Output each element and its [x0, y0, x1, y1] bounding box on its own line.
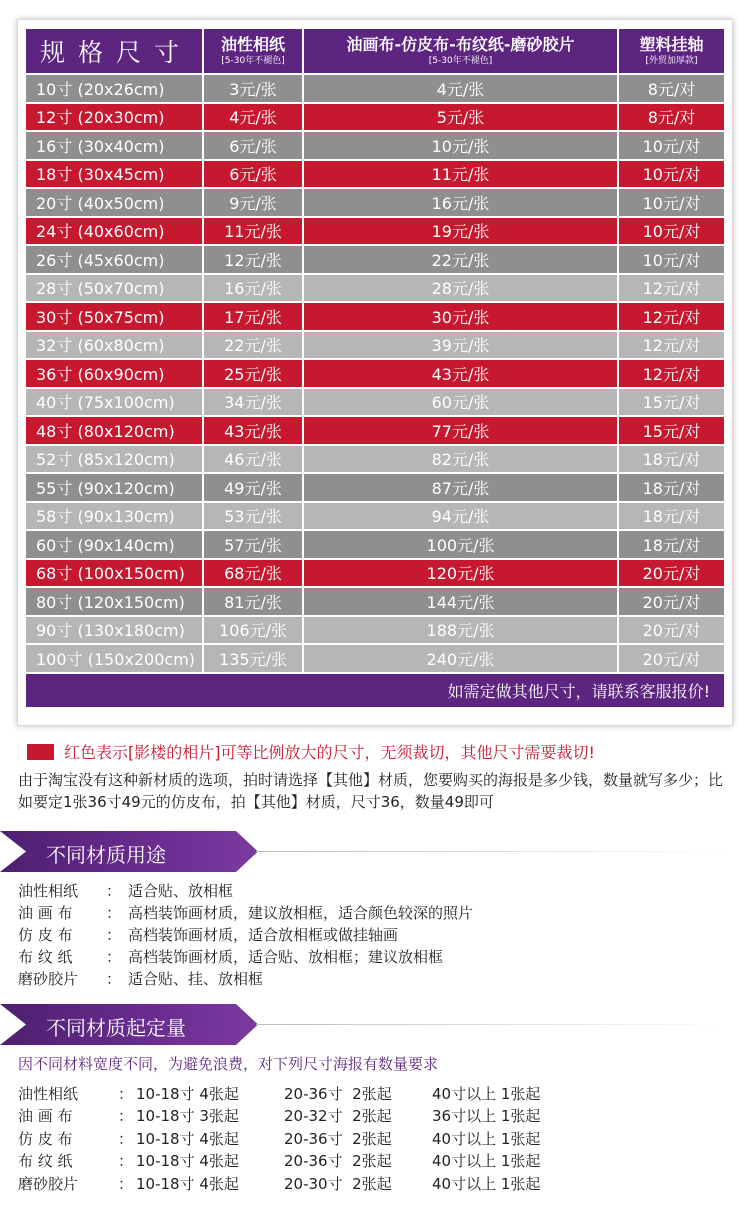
table-row [26, 474, 724, 503]
cell-size: 48寸 (80x120cm) [26, 417, 204, 446]
min-range-large: 40寸以上 1张起 [432, 1084, 541, 1103]
table-footer: 如需定做其他尺寸，请联系客服报价! [26, 674, 724, 707]
cell-size: 32寸 (60x80cm) [26, 332, 204, 361]
list-item [18, 1082, 540, 1105]
min-range-large: 40寸以上 1张起 [432, 1129, 541, 1148]
cell-scroll-price: 10元/对 [619, 189, 724, 218]
cell-canvas-price: 100元/张 [304, 531, 619, 560]
material-name: 油性相纸 [18, 1084, 79, 1103]
separator: ： [118, 1152, 134, 1171]
cell-size: 12寸 (20x30cm) [26, 104, 204, 133]
cell-canvas-price: 39元/张 [304, 332, 619, 361]
material-name: 油 画 布 [18, 904, 73, 922]
cell-size: 58寸 (90x130cm) [26, 503, 204, 532]
material-name: 布 纹 纸 [18, 1152, 73, 1171]
table-row [26, 503, 724, 532]
cell-size: 18寸 (30x45cm) [26, 161, 204, 190]
cell-oil-paper-price: 53元/张 [204, 503, 304, 532]
table-row [26, 189, 724, 218]
cell-scroll-price: 18元/对 [619, 503, 724, 532]
cell-size: 55寸 (90x120cm) [26, 474, 204, 503]
table-row [26, 417, 724, 446]
table-row [26, 104, 724, 133]
cell-oil-paper-price: 25元/张 [204, 360, 304, 389]
cell-oil-paper-price: 11元/张 [204, 218, 304, 247]
cell-scroll-price: 20元/对 [619, 588, 724, 617]
cell-canvas-price: 94元/张 [304, 503, 619, 532]
cell-scroll-price: 20元/对 [619, 617, 724, 646]
cell-oil-paper-price: 106元/张 [204, 617, 304, 646]
min-quantity-list [18, 1082, 540, 1195]
purchase-note: 由于淘宝没有这种新材质的选项，拍时请选择【其他】材质，您要购买的海报是多少钱，数量就写多少；比如要定1张36寸49元的仿皮布，拍【其他】材质，尺寸36，数量49即可 [18, 771, 724, 811]
list-item [18, 902, 473, 924]
cell-size: 36寸 (60x90cm) [26, 360, 204, 389]
table-row [26, 360, 724, 389]
min-range-small: 10-18寸 4张起 [136, 1084, 239, 1103]
separator: ： [118, 1084, 134, 1103]
separator: ： [106, 904, 122, 922]
material-desc: 适合贴、放相框 [128, 882, 234, 900]
min-range-small: 10-18寸 4张起 [136, 1152, 239, 1171]
list-item [18, 1105, 540, 1128]
cell-size: 90寸 (130x180cm) [26, 617, 204, 646]
cell-oil-paper-price: 22元/张 [204, 332, 304, 361]
cell-oil-paper-price: 49元/张 [204, 474, 304, 503]
cell-canvas-price: 4元/张 [304, 75, 619, 104]
min-range-small: 10-18寸 3张起 [136, 1107, 239, 1126]
cell-canvas-price: 82元/张 [304, 446, 619, 475]
cell-scroll-price: 8元/对 [619, 75, 724, 104]
material-desc: 高档装饰画材质，适合放相框或做挂轴画 [128, 926, 399, 944]
material-name: 磨砂胶片 [18, 970, 79, 988]
cell-canvas-price: 19元/张 [304, 218, 619, 247]
cell-size: 60寸 (90x140cm) [26, 531, 204, 560]
cell-scroll-price: 18元/对 [619, 474, 724, 503]
legend-text: 红色表示[影楼的相片]可等比例放大的尺寸，无须裁切，其他尺寸需要裁切! [64, 743, 595, 762]
list-item [18, 924, 473, 946]
cell-size: 30寸 (50x75cm) [26, 303, 204, 332]
table-row [26, 588, 724, 617]
cell-size: 68寸 (100x150cm) [26, 560, 204, 589]
material-name: 布 纹 纸 [18, 948, 73, 966]
separator: ： [118, 1174, 134, 1193]
cell-oil-paper-price: 17元/张 [204, 303, 304, 332]
cell-size: 100寸 (150x200cm) [26, 645, 204, 674]
separator: ： [118, 1107, 134, 1126]
cell-oil-paper-price: 81元/张 [204, 588, 304, 617]
section-title-uses: 不同材质用途 [46, 843, 166, 867]
min-range-small: 10-18寸 4张起 [136, 1174, 239, 1193]
material-desc: 适合贴、挂、放相框 [128, 970, 264, 988]
header-oil-paper: 油性相纸 [5-30年不褪色] [204, 29, 304, 75]
table-row [26, 389, 724, 418]
separator: ： [106, 882, 122, 900]
table-row [26, 332, 724, 361]
cell-oil-paper-price: 9元/张 [204, 189, 304, 218]
cell-scroll-price: 10元/对 [619, 132, 724, 161]
section-title-min: 不同材质起定量 [46, 1016, 186, 1040]
table-row [26, 560, 724, 589]
min-range-mid: 20-36寸 2张起 [284, 1129, 392, 1148]
list-item [18, 1172, 540, 1195]
separator: ： [106, 948, 122, 966]
cell-scroll-price: 10元/对 [619, 246, 724, 275]
min-range-mid: 20-32寸 2张起 [284, 1107, 392, 1126]
list-item [18, 968, 473, 990]
cell-canvas-price: 22元/张 [304, 246, 619, 275]
cell-oil-paper-price: 12元/张 [204, 246, 304, 275]
table-row [26, 446, 724, 475]
section-banner-min [0, 1004, 258, 1045]
material-name: 油性相纸 [18, 882, 79, 900]
cell-canvas-price: 87元/张 [304, 474, 619, 503]
cell-scroll-price: 20元/对 [619, 560, 724, 589]
min-range-large: 40寸以上 1张起 [432, 1152, 541, 1171]
cell-oil-paper-price: 46元/张 [204, 446, 304, 475]
list-item [18, 1127, 540, 1150]
cell-oil-paper-price: 3元/张 [204, 75, 304, 104]
cell-canvas-price: 144元/张 [304, 588, 619, 617]
cell-canvas-price: 120元/张 [304, 560, 619, 589]
cell-scroll-price: 12元/对 [619, 360, 724, 389]
cell-oil-paper-price: 135元/张 [204, 645, 304, 674]
list-item [18, 946, 473, 968]
cell-canvas-price: 77元/张 [304, 417, 619, 446]
table-row [26, 531, 724, 560]
cell-scroll-price: 15元/对 [619, 417, 724, 446]
separator: ： [106, 926, 122, 944]
cell-size: 40寸 (75x100cm) [26, 389, 204, 418]
cell-canvas-price: 60元/张 [304, 389, 619, 418]
cell-canvas-price: 240元/张 [304, 645, 619, 674]
material-name: 仿 皮 布 [18, 926, 73, 944]
material-name: 油 画 布 [18, 1107, 73, 1126]
cell-scroll-price: 18元/对 [619, 531, 724, 560]
table-row [26, 218, 724, 247]
cell-scroll-price: 8元/对 [619, 104, 724, 133]
cell-canvas-price: 30元/张 [304, 303, 619, 332]
cell-canvas-price: 188元/张 [304, 617, 619, 646]
red-swatch [27, 744, 54, 760]
min-range-large: 36寸以上 1张起 [432, 1107, 541, 1126]
price-table [26, 29, 724, 707]
cell-size: 80寸 (120x150cm) [26, 588, 204, 617]
cell-oil-paper-price: 68元/张 [204, 560, 304, 589]
cell-scroll-price: 18元/对 [619, 446, 724, 475]
cell-oil-paper-price: 6元/张 [204, 161, 304, 190]
table-row [26, 161, 724, 190]
cell-scroll-price: 12元/对 [619, 332, 724, 361]
cell-oil-paper-price: 16元/张 [204, 275, 304, 304]
list-item [18, 1150, 540, 1173]
min-range-mid: 20-30寸 2张起 [284, 1174, 392, 1193]
cell-canvas-price: 5元/张 [304, 104, 619, 133]
price-table-card [17, 19, 733, 726]
min-range-mid: 20-36寸 2张起 [284, 1152, 392, 1171]
cell-size: 10寸 (20x26cm) [26, 75, 204, 104]
cell-scroll-price: 12元/对 [619, 303, 724, 332]
material-name: 磨砂胶片 [18, 1174, 79, 1193]
section-banner-uses [0, 831, 258, 872]
cell-canvas-price: 16元/张 [304, 189, 619, 218]
table-header-row [26, 29, 724, 75]
min-range-mid: 20-36寸 2张起 [284, 1084, 392, 1103]
material-uses-list [18, 880, 473, 990]
table-row [26, 275, 724, 304]
cell-oil-paper-price: 43元/张 [204, 417, 304, 446]
material-desc: 高档装饰画材质，建议放相框，适合颜色较深的照片 [128, 904, 474, 922]
header-canvas: 油画布-仿皮布-布纹纸-磨砂胶片 [5-30年不褪色] [304, 29, 619, 75]
material-desc: 高档装饰画材质，适合贴、放相框；建议放相框 [128, 948, 444, 966]
table-row [26, 132, 724, 161]
cell-size: 28寸 (50x70cm) [26, 275, 204, 304]
cell-canvas-price: 43元/张 [304, 360, 619, 389]
material-name: 仿 皮 布 [18, 1129, 73, 1148]
table-row [26, 246, 724, 275]
table-row [26, 303, 724, 332]
cell-oil-paper-price: 6元/张 [204, 132, 304, 161]
cell-canvas-price: 11元/张 [304, 161, 619, 190]
separator: ： [118, 1129, 134, 1148]
cell-scroll-price: 12元/对 [619, 275, 724, 304]
cell-oil-paper-price: 4元/张 [204, 104, 304, 133]
red-legend [27, 740, 595, 763]
cell-size: 16寸 (30x40cm) [26, 132, 204, 161]
table-row [26, 75, 724, 104]
list-item [18, 880, 473, 902]
cell-size: 24寸 (40x60cm) [26, 218, 204, 247]
cell-canvas-price: 10元/张 [304, 132, 619, 161]
cell-scroll-price: 20元/对 [619, 645, 724, 674]
cell-scroll-price: 10元/对 [619, 161, 724, 190]
min-range-small: 10-18寸 4张起 [136, 1129, 239, 1148]
table-row [26, 645, 724, 674]
table-body [26, 75, 724, 674]
cell-size: 52寸 (85x120cm) [26, 446, 204, 475]
cell-oil-paper-price: 57元/张 [204, 531, 304, 560]
cell-canvas-price: 28元/张 [304, 275, 619, 304]
min-range-large: 40寸以上 1张起 [432, 1174, 541, 1193]
min-quantity-note: 因不同材料宽度不同，为避免浪费，对下列尺寸海报有数量要求 [18, 1055, 439, 1073]
cell-size: 26寸 (45x60cm) [26, 246, 204, 275]
cell-scroll-price: 10元/对 [619, 218, 724, 247]
cell-size: 20寸 (40x50cm) [26, 189, 204, 218]
cell-scroll-price: 15元/对 [619, 389, 724, 418]
cell-oil-paper-price: 34元/张 [204, 389, 304, 418]
header-size: 规格尺寸 [26, 29, 204, 75]
separator: ： [106, 970, 122, 988]
table-row [26, 617, 724, 646]
header-scroll: 塑料挂轴 [外贸加厚款] [619, 29, 724, 75]
